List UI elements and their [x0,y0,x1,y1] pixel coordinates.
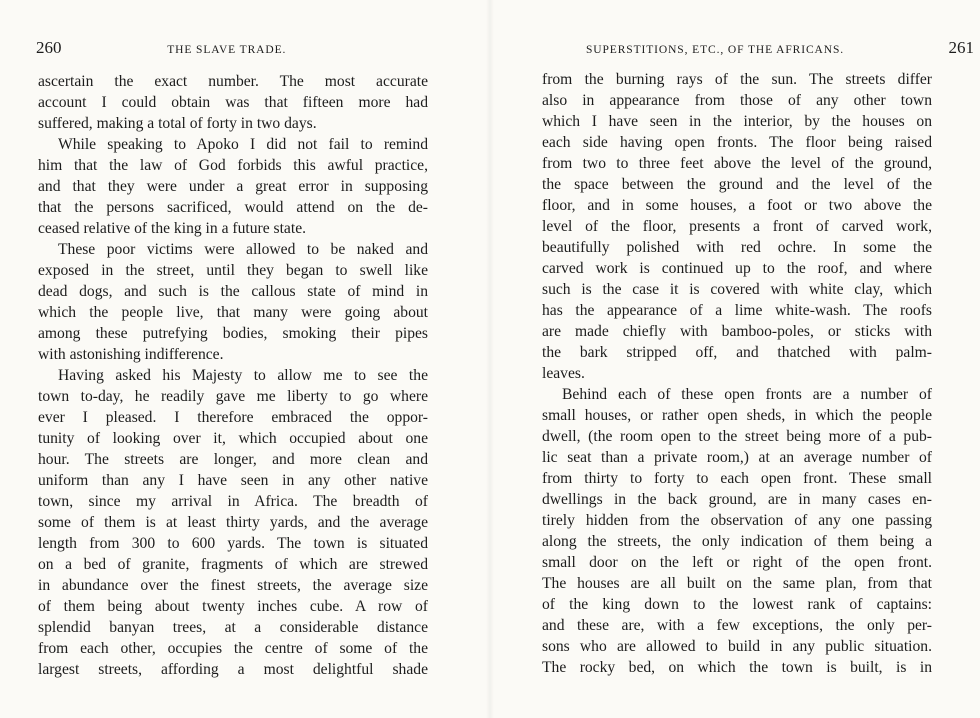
text-line: largest streets, affording a most delightful shade [38,661,428,678]
left-running-head: THE SLAVE TRADE. [167,44,287,56]
right-page-number: 261 [948,38,974,57]
text-line: of them being about twenty inches cube. A row of [38,598,428,615]
text-line: While speaking to Apoko I did not fail to remind [58,136,428,153]
text-line: along the streets, the only indication of them being a [542,533,932,550]
text-line: tirely hidden from the observation of any one passing [542,512,932,529]
text-line: uniform than any I have seen in any other native [38,472,428,489]
text-line: floor, and in some houses, a foot or two above the [542,197,932,214]
text-line: the bark stripped off, and thatched with palm- [542,344,932,361]
text-line: are made chiefly with bamboo-poles, or sticks with [542,323,932,340]
text-line: from two to three feet above the level of the ground, [542,155,932,172]
text-line: leaves. [542,365,585,382]
text-line: that the persons sacrificed, would attend on the de- [38,199,428,216]
text-line: hour. The streets are longer, and more clean and [38,451,428,468]
text-line: level of the floor, presents a front of carved work, [542,218,932,235]
text-line: dwellings in the back ground, are in many cases en- [542,491,932,508]
text-line: ascertain the exact number. The most accurate [38,73,428,90]
left-page-header [36,38,452,58]
text-line: length from 300 to 600 yards. The town is situated [38,535,428,552]
text-line: in abundance over the finest streets, the average size [38,577,428,594]
text-line: town to-day, he readily gave me liberty to go where [38,388,428,405]
text-line: account I could obtain was that fifteen more had [38,94,428,111]
text-line: the space between the ground and the level of the [542,176,932,193]
text-line: each side having open fronts. The floor being raised [542,134,932,151]
text-line: among these putrefying bodies, smoking their pipes [38,325,428,342]
text-line: The houses are all built on the same plan, from that [542,575,932,592]
left-page-body [38,71,428,680]
text-line: which the people live, that many were going about [38,304,428,321]
text-line: him that the law of God forbids this awful practice, [38,157,428,174]
text-line: and these are, with a few exceptions, the only per- [542,617,932,634]
text-line: sons who are allowed to build in any public situation. [542,638,932,655]
text-line: dead dogs, and such is the callous state of mind in [38,283,428,300]
text-line: small houses, or rather open sheds, in which the people [542,407,932,424]
text-line: from thirty to forty to each open front. These small [542,470,932,487]
text-line: carved work is continued up to the roof, and where [542,260,932,277]
text-line: The rocky bed, on which the town is built, is in [542,659,932,676]
text-line: suffered, making a total of forty in two days. [38,115,317,132]
right-page-header [586,38,974,58]
text-line: such is the case it is covered with white clay, which [542,281,932,298]
text-line: from each other, occupies the centre of some of the [38,640,428,657]
text-line: Behind each of these open fronts are a number of [562,386,932,403]
text-line: with astonishing indifference. [38,346,224,363]
text-line: also in appearance from those of any other town [542,92,932,109]
text-line: which I have seen in the interior, by the houses on [542,113,932,130]
text-line: small door on the left or right of the open front. [542,554,932,571]
text-line: dwell, (the room open to the street being more of a pub- [542,428,932,445]
right-page [490,0,980,718]
text-line: ever I pleased. I therefore embraced the oppor- [38,409,428,426]
text-line: of the king down to the lowest rank of captains: [542,596,932,613]
text-line: on a bed of granite, fragments of which are strewed [38,556,428,573]
right-running-head: SUPERSTITIONS, ETC., OF THE AFRICANS. [586,44,845,56]
text-line: ceased relative of the king in a future state. [38,220,307,237]
text-line: lic seat than a private room,) at an average number of [542,449,932,466]
left-page-number: 260 [36,38,62,57]
text-line: tunity of looking over it, which occupied about one [38,430,428,447]
text-line: and that they were under a great error in supposing [38,178,428,195]
right-page-body [542,69,932,678]
text-line: Having asked his Majesty to allow me to see the [58,367,428,384]
text-line: from the burning rays of the sun. The streets differ [542,71,932,88]
text-line: These poor victims were allowed to be naked and [58,241,428,258]
text-line: has the appearance of a lime white-wash. The roofs [542,302,932,319]
text-line: some of them is at least thirty yards, and the average [38,514,428,531]
text-line: exposed in the street, until they began to swell like [38,262,428,279]
text-line: town, since my arrival in Africa. The breadth of [38,493,428,510]
text-line: beautifully polished with red ochre. In some the [542,239,932,256]
text-line: splendid banyan trees, at a considerable distance [38,619,428,636]
